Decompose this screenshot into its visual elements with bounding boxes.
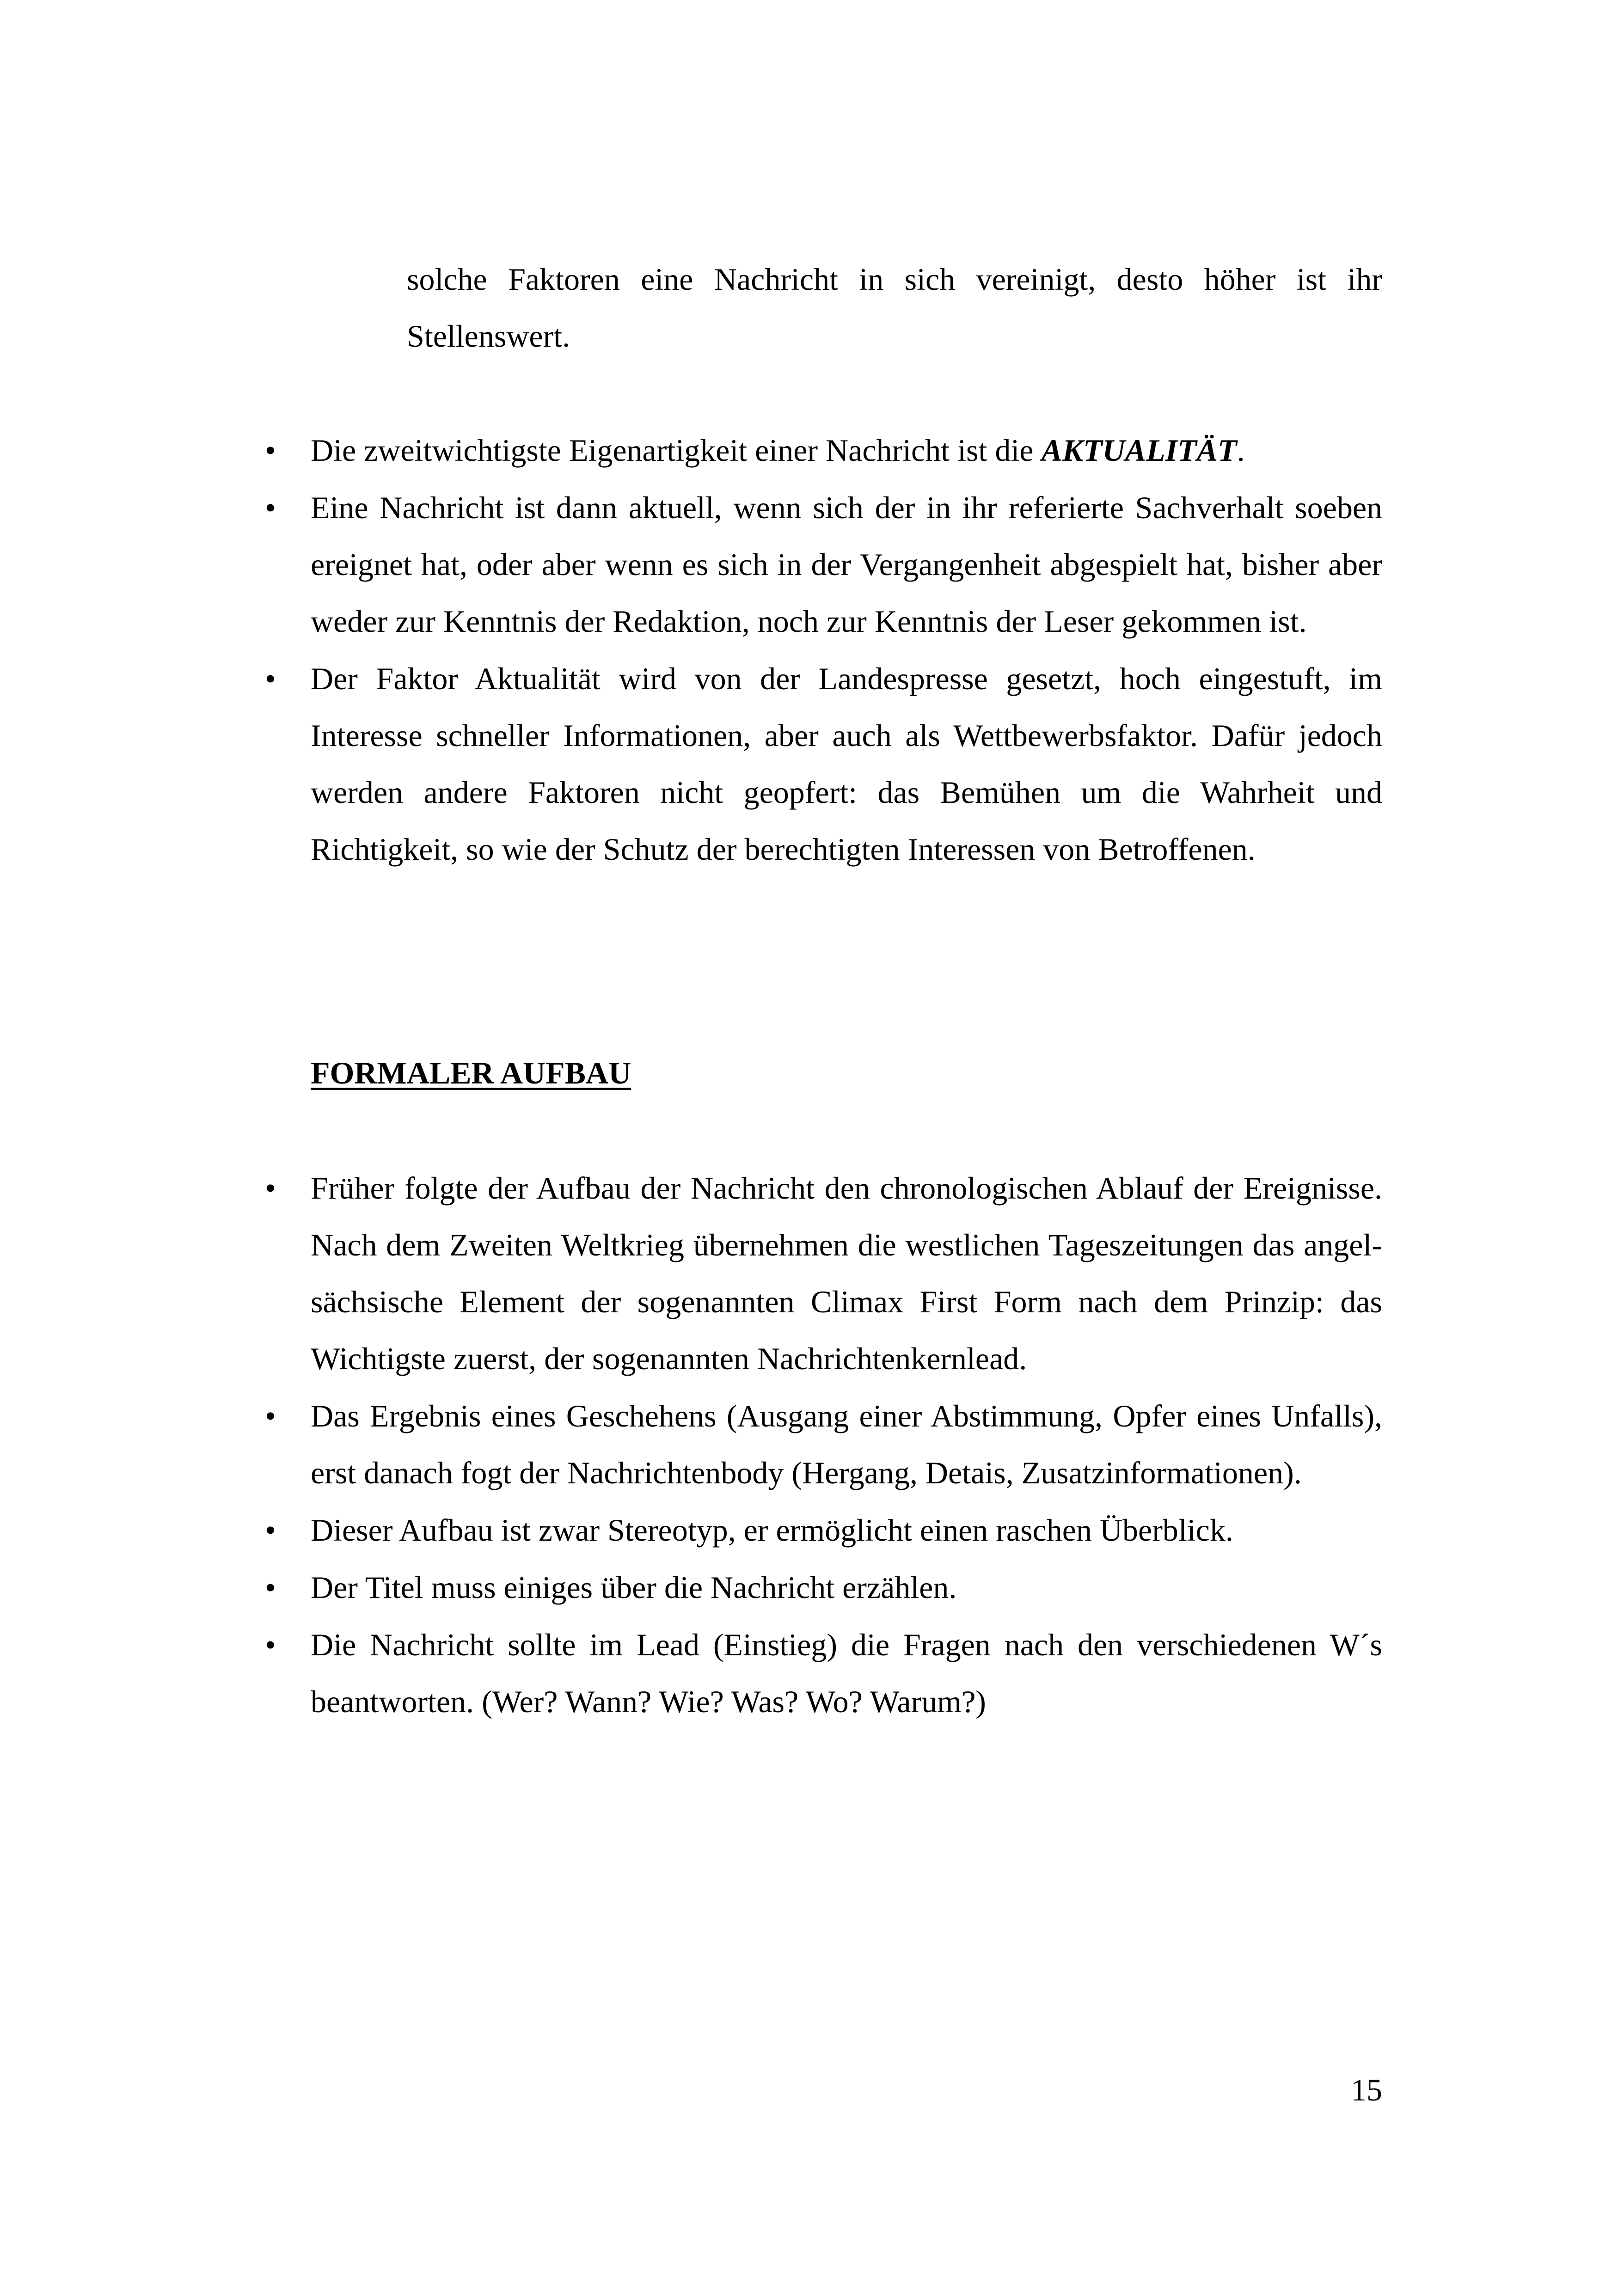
list-item-text	[311, 422, 1382, 479]
list-item-text-start: Die zweitwichtigste Eigenartigkeit einer Nachricht ist die	[311, 433, 1042, 468]
list-item	[259, 479, 1382, 650]
list-item	[259, 422, 1382, 479]
bullet-icon: •	[265, 1570, 276, 1605]
list-item-text: Das Ergebnis eines Geschehens (Ausgang einer Abstimmung, Opfer eines Unfalls), erst danach fogt der Nachrichtenbody (Hergang, Detais, Zusatzinformationen).	[311, 1398, 1382, 1490]
section-heading: FORMALER AUFBAU	[311, 1055, 631, 1090]
list-item-text: Der Faktor Aktualität wird von der Landespresse gesetzt, hoch eingestuft, im Interesse schneller Informationen, aber auch als Wettbewerbsfaktor. Dafür jedoch werden andere Faktoren nicht geopfert: das Bemühen um die Wahrheit und Richtigkeit, so wie der Schutz der berechtigten Interessen von Betroffenen.	[311, 661, 1382, 867]
list-item	[259, 650, 1382, 878]
list-item-text: Eine Nachricht ist dann aktuell, wenn sich der in ihr referierte Sachverhalt soeben ereignet hat, oder aber wenn es sich in der Vergangenheit abgespielt hat, bisher aber weder zur Kenntnis der Redaktion, noch zur Kenntnis der Leser gekommen ist.	[311, 490, 1382, 639]
list-item-text: Die Nachricht sollte im Lead (Einstieg) die Fragen nach den verschiedenen W´s beantworten. (Wer? Wann? Wie? Was? Wo? Warum?)	[311, 1627, 1382, 1719]
list-item-text: Dieser Aufbau ist zwar Stereotyp, er ermöglicht einen raschen Überblick.	[311, 1512, 1233, 1548]
list-item	[259, 1388, 1382, 1501]
bullet-icon: •	[265, 1170, 276, 1206]
aktualitaet-bullet-list	[259, 422, 1382, 878]
list-item-text: Der Titel muss einiges über die Nachricht erzählen.	[311, 1570, 957, 1605]
list-item	[259, 1502, 1382, 1559]
bullet-icon: •	[265, 1512, 276, 1548]
bullet-icon: •	[265, 490, 276, 525]
page-number: 15	[1351, 2072, 1382, 2107]
list-item-text-end: .	[1237, 433, 1245, 468]
list-item	[259, 1616, 1382, 1730]
list-item	[259, 1160, 1382, 1387]
continuation-paragraph: solche Faktoren eine Nachricht in sich vereinigt, desto höher ist ihr Stellenswert.	[407, 262, 1382, 354]
list-item	[259, 1559, 1382, 1616]
bullet-icon: •	[265, 433, 276, 468]
list-item-text: Früher folgte der Aufbau der Nachricht den chronologischen Ablauf der Ereignisse. Nach dem Zweiten Weltkrieg übernehmen die westlichen Tageszeitungen das angel-sächsische Element der sogenannten Climax First Form nach dem Prinzip: das Wichtigste zuerst, der sogenannten Nachrichtenkernlead.	[311, 1170, 1382, 1376]
emphasized-term: AKTUALITÄT	[1041, 433, 1237, 468]
bullet-icon: •	[265, 661, 276, 696]
formaler-aufbau-bullet-list	[259, 1160, 1382, 1730]
bullet-icon: •	[265, 1627, 276, 1662]
bullet-icon: •	[265, 1398, 276, 1433]
